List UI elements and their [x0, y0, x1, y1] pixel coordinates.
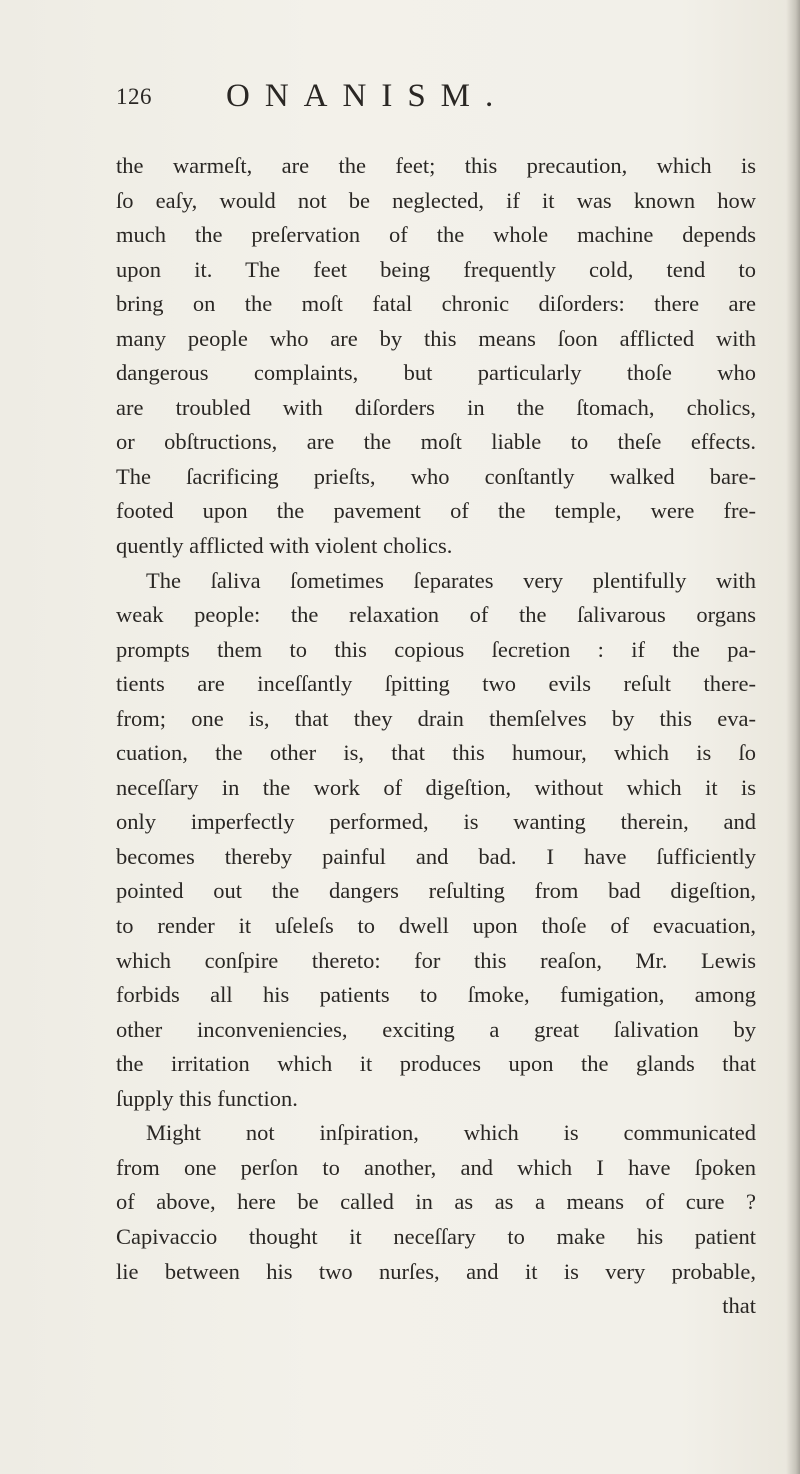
text-line: are troubled with diſorders in the ſtomach, cholics,: [116, 394, 756, 420]
text-line: from; one is, that they drain themſelves by this eva-: [116, 705, 756, 731]
text-line: dangerous complaints, but particularly thoſe who: [116, 360, 756, 386]
text-line: to render it uſeleſs to dwell upon thoſe of evacuation,: [116, 913, 756, 939]
text-line: lie between his two nurſes, and it is very probable,: [116, 1258, 756, 1284]
paragraph-start-line: Might not inſpiration, which is communicated: [146, 1120, 756, 1146]
running-title: ONANISM.: [226, 78, 509, 114]
text-line: or obſtructions, are the moſt liable to theſe effects.: [116, 429, 756, 455]
body-text: [116, 149, 756, 1324]
text-line: many people who are by this means ſoon afflicted with: [116, 325, 756, 351]
page-number: 126: [116, 84, 152, 109]
text-line: becomes thereby painful and bad. I have ſufficiently: [116, 843, 756, 869]
catchword: that: [722, 1293, 756, 1319]
text-line: only imperfectly performed, is wanting therein, and: [116, 809, 756, 835]
text-line: of above, here be called in as as a means of cure ?: [116, 1189, 756, 1215]
text-line: which conſpire thereto: for this reaſon, Mr. Lewis: [116, 947, 756, 973]
text-line: ſo eaſy, would not be neglected, if it was known how: [116, 187, 756, 213]
text-line: bring on the moſt fatal chronic diſorders: there are: [116, 291, 756, 317]
text-line: from one perſon to another, and which I have ſpoken: [116, 1154, 756, 1180]
text-line: upon it. The feet being frequently cold, tend to: [116, 256, 756, 282]
text-line: pointed out the dangers reſulting from bad digeſtion,: [116, 878, 756, 904]
paragraph-end-line: quently afflicted with violent cholics.: [116, 533, 453, 559]
running-head: [116, 78, 756, 122]
text-line: the irritation which it produces upon the glands that: [116, 1051, 756, 1077]
paragraph-start-line: The ſaliva ſometimes ſeparates very plentifully with: [146, 567, 756, 593]
paragraph-end-line: ſupply this function.: [116, 1085, 298, 1111]
text-line: other inconveniencies, exciting a great ſalivation by: [116, 1016, 756, 1042]
text-line: cuation, the other is, that this humour, which is ſo: [116, 740, 756, 766]
text-line: neceſſary in the work of digeſtion, without which it is: [116, 774, 756, 800]
text-line: prompts them to this copious ſecretion : if the pa-: [116, 636, 756, 662]
text-line: footed upon the pavement of the temple, were fre-: [116, 498, 756, 524]
text-line: The ſacrificing prieſts, who conſtantly walked bare-: [116, 463, 756, 489]
text-line: weak people: the relaxation of the ſalivarous organs: [116, 602, 756, 628]
text-line: tients are inceſſantly ſpitting two evils reſult there-: [116, 671, 756, 697]
text-line: much the preſervation of the whole machine depends: [116, 222, 756, 248]
text-line: forbids all his patients to ſmoke, fumigation, among: [116, 982, 756, 1008]
page-edge-shadow: [786, 0, 800, 1474]
text-line: the warmeſt, are the feet; this precaution, which is: [116, 153, 756, 178]
text-line: Capivaccio thought it neceſſary to make his patient: [116, 1223, 756, 1249]
